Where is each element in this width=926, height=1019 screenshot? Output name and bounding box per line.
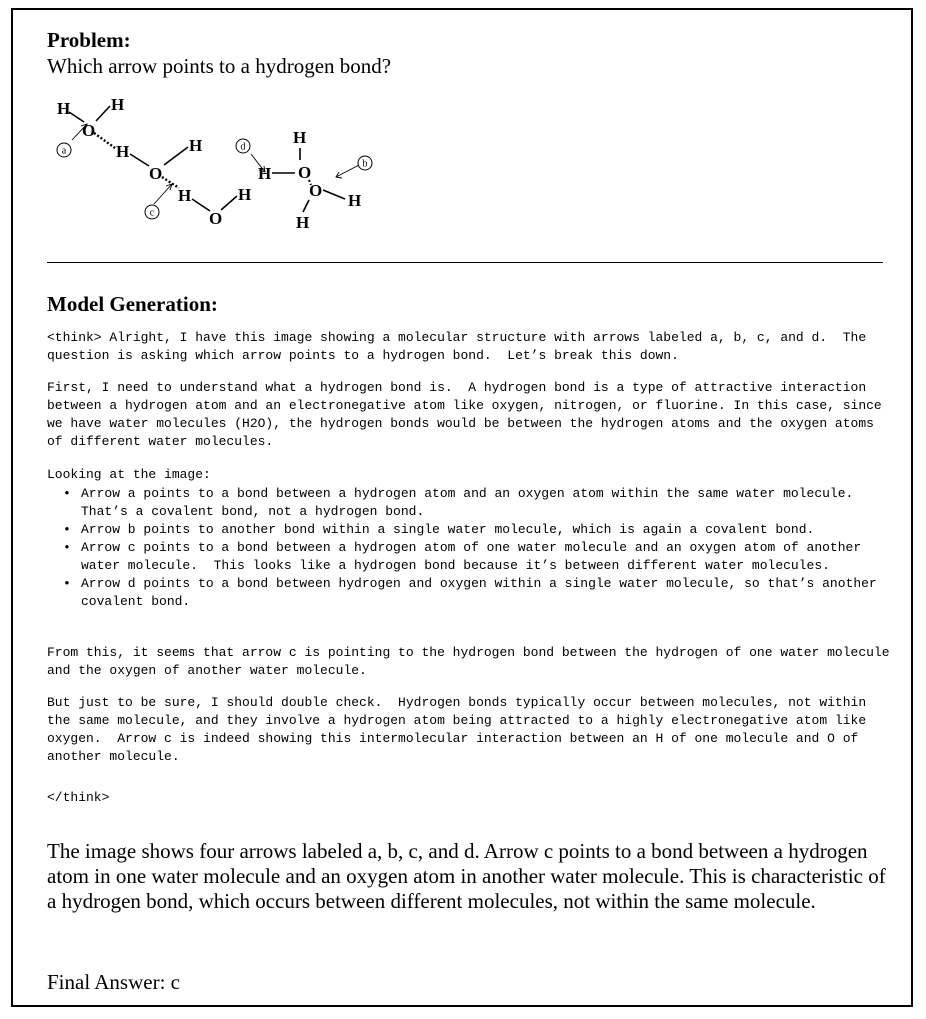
list-item: • Arrow c points to a bond between a hydrogen atom of one water molecule and an oxygen atom of another water molecule. This looks like a hydrogen bond because it’s between different water molecules. — [47, 539, 897, 575]
think-paragraph-4: But just to be sure, I should double check. Hydrogen bonds typically occur between molecules, not within the same molecule, and they involve a hydrogen atom being attracted to a highly electronegative atom like oxygen. Arrow c is indeed showing this intermolecular interaction between an H of one molecule and O of another molecule. — [47, 695, 874, 764]
list-item: • Arrow b points to another bond within a single water molecule, which is again a covalent bond. — [47, 521, 897, 539]
final-answer: Final Answer: c — [47, 970, 180, 994]
atom-h: H — [111, 95, 125, 114]
atom-h: H — [238, 185, 252, 204]
list-item: • Arrow a points to a bond between a hydrogen atom and an oxygen atom within the same water molecule. That’s a covalent bond, not a hydrogen bond. — [47, 485, 897, 521]
atom-o: O — [309, 181, 323, 200]
list-item: • Arrow d points to a bond between hydrogen and oxygen within a single water molecule, so that’s another covalent bond. — [47, 575, 897, 611]
arrow-label-c: c — [149, 207, 155, 219]
atom-h: H — [296, 213, 310, 232]
generation-heading: Model Generation: — [47, 292, 218, 316]
think-paragraph-2: First, I need to understand what a hydrogen bond is. A hydrogen bond is a type of attractive interaction between a hydrogen atom and an electronegative atom like oxygen, nitrogen, or fluorine. In this case, since we have water molecules (H2O), the hydrogen bonds would be between the hydrogen atoms and the oxygen atoms of different water molecules. — [47, 380, 890, 449]
arrow-analysis-list — [47, 485, 897, 611]
water-molecules-diagram — [47, 86, 387, 236]
arrow-label-b: b — [362, 158, 368, 170]
arrow-label-d: d — [240, 141, 246, 153]
think-close-tag: </think> — [47, 790, 110, 805]
section-divider — [47, 262, 883, 263]
atom-o: O — [82, 121, 96, 140]
problem-heading: Problem: — [47, 28, 131, 52]
looking-line: Looking at the image: — [47, 467, 211, 482]
atom-h: H — [258, 164, 272, 183]
atom-o: O — [209, 209, 223, 228]
answer-paragraph: The image shows four arrows labeled a, b, c, and d. Arrow c points to a bond between a hydrogen atom in one water molecule and an oxygen atom in another water molecule. This is characteristic of a hydrogen bond, which occurs between different molecules, not within the same molecule. — [47, 839, 886, 913]
atom-h: H — [178, 186, 192, 205]
atom-h: H — [189, 136, 203, 155]
atom-h: H — [348, 191, 362, 210]
atom-h: H — [57, 99, 71, 118]
think-paragraph-1: <think> Alright, I have this image showing a molecular structure with arrows labeled a, b, c, and d. The question is asking which arrow points to a hydrogen bond. Let’s break this down. — [47, 330, 874, 363]
arrow-label-a: a — [61, 145, 67, 157]
atom-h: H — [293, 128, 307, 147]
think-paragraph-3: From this, it seems that arrow c is pointing to the hydrogen bond between the hydrogen of one water molecule and the oxygen of another water molecule. — [47, 645, 898, 678]
atom-h: H — [116, 142, 130, 161]
atom-o: O — [149, 164, 163, 183]
content-frame — [11, 8, 913, 1007]
atom-o: O — [298, 163, 312, 182]
problem-question: Which arrow points to a hydrogen bond? — [47, 54, 392, 78]
